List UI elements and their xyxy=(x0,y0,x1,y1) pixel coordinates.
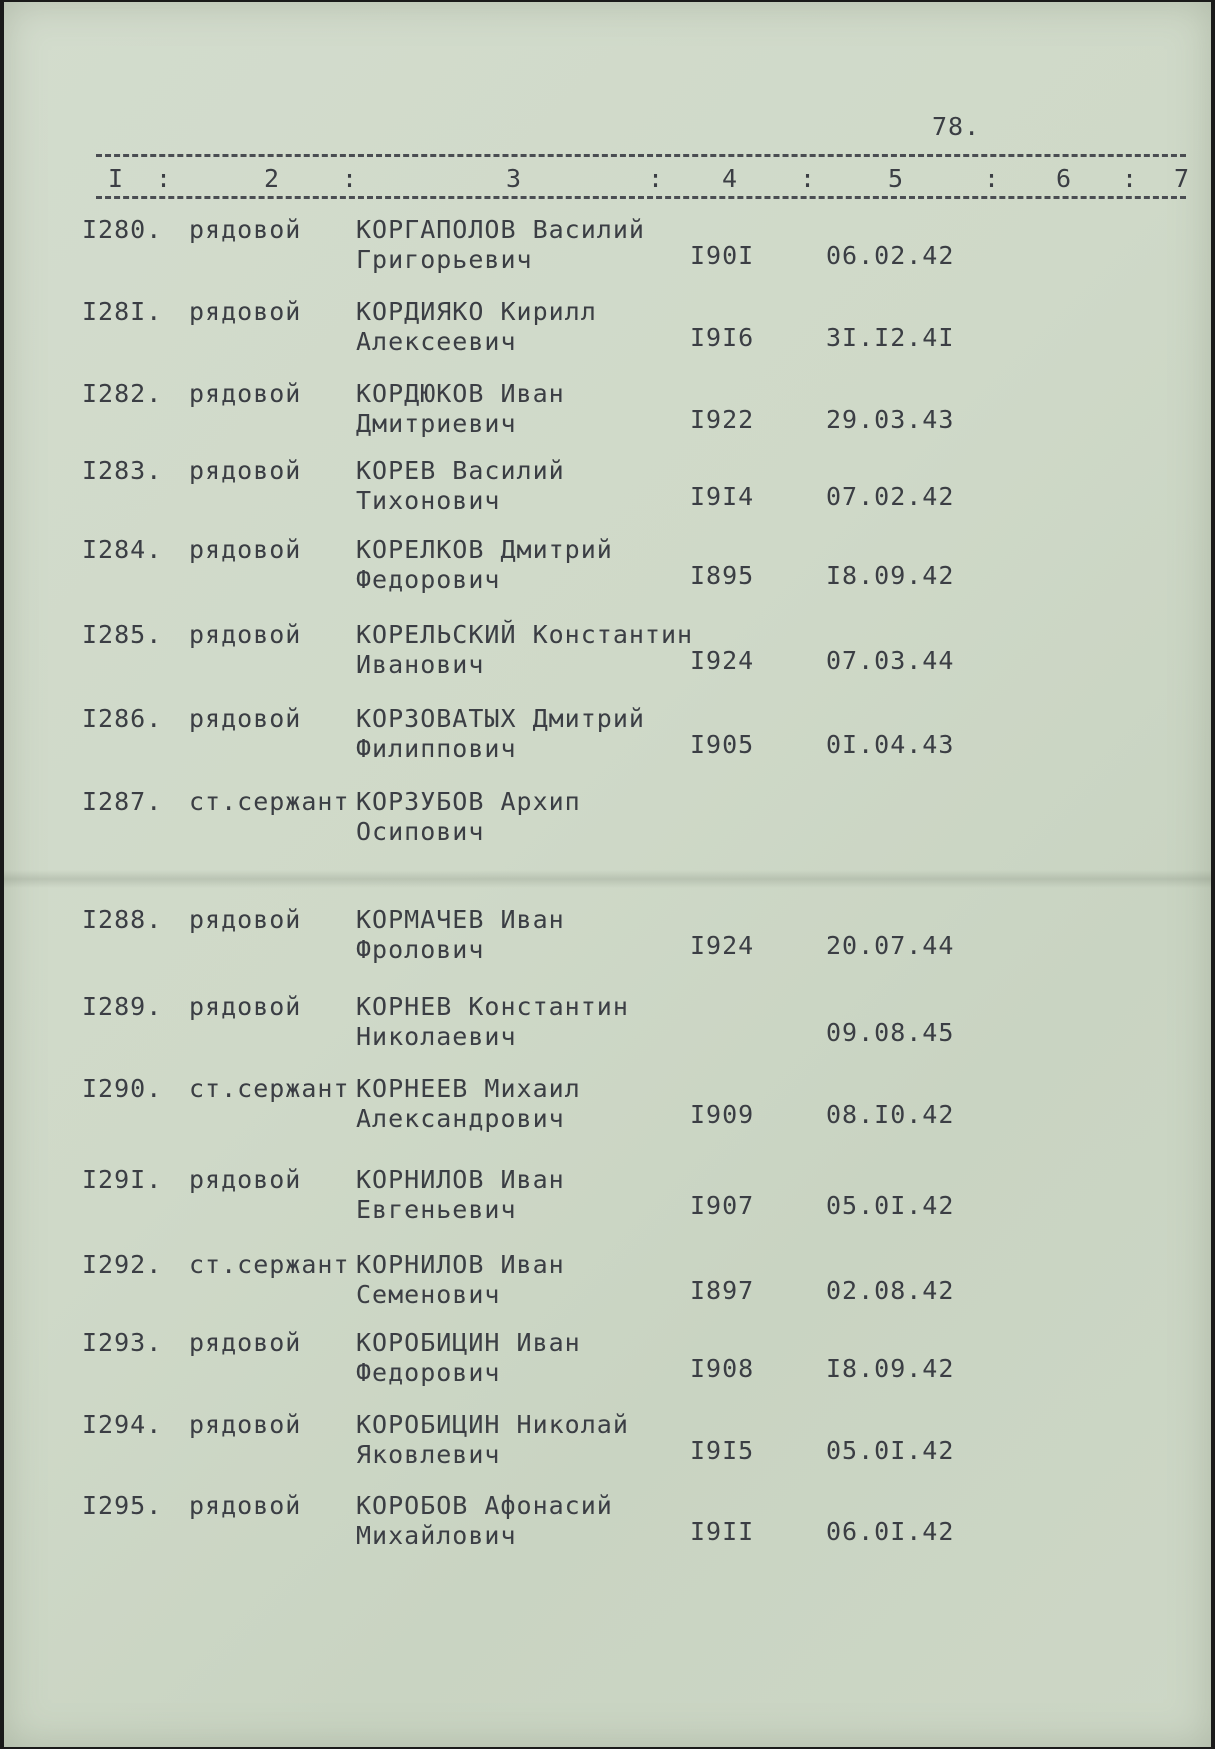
column-separator: : xyxy=(342,164,358,193)
record-rank: рядовой xyxy=(189,704,302,733)
record-name: КОРОБИЦИН Иван xyxy=(356,1328,581,1357)
record-row xyxy=(4,992,1211,1072)
record-patronymic: Федорович xyxy=(356,1358,501,1387)
record-date: 02.08.42 xyxy=(826,1276,955,1305)
column-separator: : xyxy=(648,164,664,193)
record-patronymic: Семенович xyxy=(356,1280,501,1309)
record-rank: рядовой xyxy=(189,1328,302,1357)
record-name: КОРНИЛОВ Иван xyxy=(356,1250,565,1279)
record-row xyxy=(4,379,1211,459)
column-number-2: 2 xyxy=(264,164,280,193)
record-row xyxy=(4,297,1211,377)
page-number: 78. xyxy=(932,112,981,141)
record-number: I290. xyxy=(82,1074,163,1103)
record-number: I292. xyxy=(82,1250,163,1279)
record-rank: ст.сержант xyxy=(189,787,350,816)
record-date: I8.09.42 xyxy=(826,1354,955,1383)
column-number-1: I xyxy=(108,164,124,193)
record-number: I295. xyxy=(82,1491,163,1520)
record-birth-year: I90I xyxy=(690,241,755,270)
record-row xyxy=(4,535,1211,615)
column-number-5: 5 xyxy=(888,164,904,193)
record-name: КОРМАЧЕВ Иван xyxy=(356,905,565,934)
record-row xyxy=(4,456,1211,536)
record-birth-year: I9I5 xyxy=(690,1436,755,1465)
column-separator: : xyxy=(800,164,816,193)
record-patronymic: Дмитриевич xyxy=(356,409,517,438)
record-row xyxy=(4,1491,1211,1571)
record-rank: рядовой xyxy=(189,992,302,1021)
record-name: КОРЕВ Василий xyxy=(356,456,565,485)
record-name: КОРОБОВ Афонасий xyxy=(356,1491,613,1520)
record-name: КОРЕЛЬСКИЙ Константин xyxy=(356,620,694,649)
record-rank: рядовой xyxy=(189,297,302,326)
record-birth-year: I908 xyxy=(690,1354,755,1383)
record-patronymic: Федорович xyxy=(356,565,501,594)
header-rule-bottom xyxy=(96,196,1186,199)
record-number: I283. xyxy=(82,456,163,485)
header-rule-top xyxy=(96,154,1186,157)
record-date: 07.03.44 xyxy=(826,646,955,675)
column-separator: : xyxy=(1122,164,1138,193)
record-rank: рядовой xyxy=(189,1165,302,1194)
record-number: I284. xyxy=(82,535,163,564)
record-patronymic: Александрович xyxy=(356,1104,565,1133)
record-number: I294. xyxy=(82,1410,163,1439)
column-separator: : xyxy=(984,164,1000,193)
column-number-7: 7 xyxy=(1174,164,1190,193)
record-date: 06.0I.42 xyxy=(826,1517,955,1546)
column-number-3: 3 xyxy=(506,164,522,193)
record-patronymic: Филиппович xyxy=(356,734,517,763)
record-name: КОРНИЛОВ Иван xyxy=(356,1165,565,1194)
record-birth-year: I9II xyxy=(690,1517,755,1546)
record-birth-year: I924 xyxy=(690,931,755,960)
record-patronymic: Яковлевич xyxy=(356,1440,501,1469)
column-number-4: 4 xyxy=(722,164,738,193)
record-date: 05.0I.42 xyxy=(826,1191,955,1220)
record-birth-year: I907 xyxy=(690,1191,755,1220)
record-name: КОРНЕВ Константин xyxy=(356,992,629,1021)
record-number: I293. xyxy=(82,1328,163,1357)
record-patronymic: Алексеевич xyxy=(356,327,517,356)
record-date: 3I.I2.4I xyxy=(826,323,955,352)
record-name: КОРДЮКОВ Иван xyxy=(356,379,565,408)
record-birth-year: I905 xyxy=(690,730,755,759)
record-rank: рядовой xyxy=(189,620,302,649)
record-date: 06.02.42 xyxy=(826,241,955,270)
record-number: I285. xyxy=(82,620,163,649)
record-row xyxy=(4,1074,1211,1154)
record-row xyxy=(4,215,1211,295)
record-patronymic: Фролович xyxy=(356,935,485,964)
document-sheet xyxy=(4,2,1211,1747)
record-name: КОРГАПОЛОВ Василий xyxy=(356,215,645,244)
record-date: 20.07.44 xyxy=(826,931,955,960)
record-rank: рядовой xyxy=(189,1410,302,1439)
record-birth-year: I922 xyxy=(690,405,755,434)
record-birth-year: I9I6 xyxy=(690,323,755,352)
record-number: I282. xyxy=(82,379,163,408)
record-date: 09.08.45 xyxy=(826,1018,955,1047)
record-rank: ст.сержант xyxy=(189,1074,350,1103)
record-number: I286. xyxy=(82,704,163,733)
record-number: I287. xyxy=(82,787,163,816)
record-rank: рядовой xyxy=(189,215,302,244)
record-date: 29.03.43 xyxy=(826,405,955,434)
record-name: КОРЕЛКОВ Дмитрий xyxy=(356,535,613,564)
column-separator: : xyxy=(156,164,172,193)
record-name: КОРОБИЦИН Николай xyxy=(356,1410,629,1439)
record-birth-year: I924 xyxy=(690,646,755,675)
record-row xyxy=(4,1165,1211,1245)
record-row xyxy=(4,787,1211,867)
record-name: КОРНЕЕВ Михаил xyxy=(356,1074,581,1103)
record-rank: рядовой xyxy=(189,456,302,485)
record-number: I29I. xyxy=(82,1165,163,1194)
record-patronymic: Григорьевич xyxy=(356,245,533,274)
column-number-6: 6 xyxy=(1056,164,1072,193)
record-name: КОРДИЯКО Кирилл xyxy=(356,297,597,326)
record-number: I28I. xyxy=(82,297,163,326)
record-row xyxy=(4,1250,1211,1330)
record-rank: ст.сержант xyxy=(189,1250,350,1279)
record-number: I289. xyxy=(82,992,163,1021)
record-birth-year: I909 xyxy=(690,1100,755,1129)
record-date: 08.I0.42 xyxy=(826,1100,955,1129)
record-row xyxy=(4,704,1211,784)
record-birth-year: I897 xyxy=(690,1276,755,1305)
record-row xyxy=(4,1410,1211,1490)
record-row xyxy=(4,1328,1211,1408)
record-name: КОРЗОВАТЫХ Дмитрий xyxy=(356,704,645,733)
record-row xyxy=(4,620,1211,700)
paper-fold xyxy=(4,870,1211,888)
record-patronymic: Михайлович xyxy=(356,1521,517,1550)
record-date: I8.09.42 xyxy=(826,561,955,590)
record-name: КОРЗУБОВ Архип xyxy=(356,787,581,816)
record-date: 07.02.42 xyxy=(826,482,955,511)
record-patronymic: Осипович xyxy=(356,817,485,846)
record-patronymic: Тихонович xyxy=(356,486,501,515)
record-birth-year: I895 xyxy=(690,561,755,590)
record-birth-year: I9I4 xyxy=(690,482,755,511)
record-rank: рядовой xyxy=(189,1491,302,1520)
record-patronymic: Евгеньевич xyxy=(356,1195,517,1224)
record-rank: рядовой xyxy=(189,379,302,408)
record-patronymic: Николаевич xyxy=(356,1022,517,1051)
record-number: I288. xyxy=(82,905,163,934)
record-date: 05.0I.42 xyxy=(826,1436,955,1465)
record-number: I280. xyxy=(82,215,163,244)
record-date: 0I.04.43 xyxy=(826,730,955,759)
record-rank: рядовой xyxy=(189,905,302,934)
record-rank: рядовой xyxy=(189,535,302,564)
record-row xyxy=(4,905,1211,985)
record-patronymic: Иванович xyxy=(356,650,485,679)
